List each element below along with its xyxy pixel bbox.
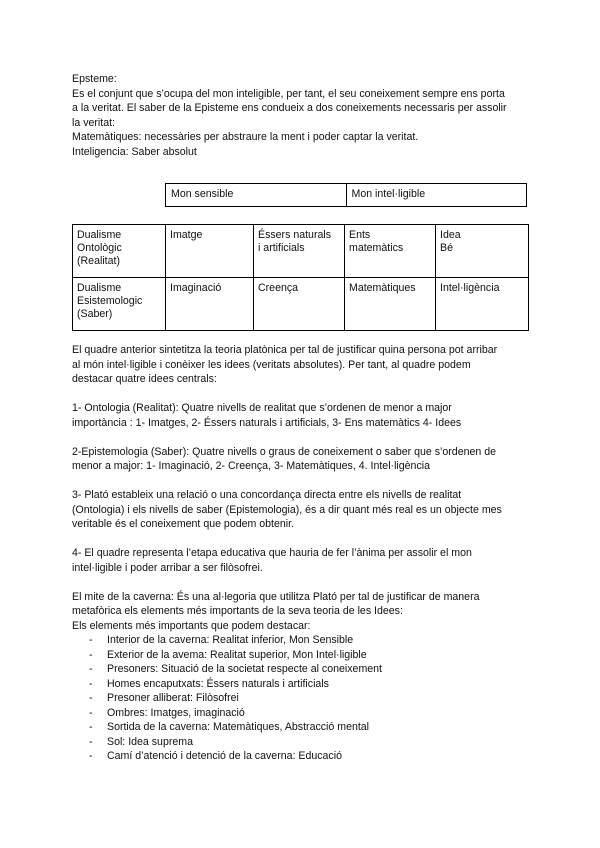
table-cell: Intel·ligència [436, 278, 529, 331]
list-item: - Homes encaputxats: Éssers naturals i artificials [72, 677, 528, 692]
dualism-table [72, 224, 529, 331]
point-line: 4- El quadre representa l’etapa educativa que hauria de fer l’ànima per assolir el mon [72, 547, 472, 559]
point-1 [72, 401, 528, 430]
table-cell: Dualisme Esistemologic (Saber) [73, 278, 166, 331]
point-line: veritable és el coneixement que podem obtenir. [72, 518, 295, 530]
table-cell: Creença [254, 278, 345, 331]
summary-line: destacar quatre idees centrals: [72, 373, 217, 385]
point-2 [72, 445, 528, 474]
list-item: - Sol: Idea suprema [72, 735, 528, 750]
list-item: - Sortida de la caverna: Matemàtiques, Abstracció mental [72, 720, 528, 735]
table-cell: Imatge [166, 225, 254, 278]
table-row [73, 278, 529, 331]
table-cell: Idea Bé [436, 225, 529, 278]
summary-line: El quadre anterior sintetitza la teoria platònica per tal de justificar quina persona pot arribar [72, 344, 498, 356]
list-item: - Ombres: Imatges, imaginació [72, 706, 528, 721]
header-cell-intelligible: Mon intel·ligible [346, 184, 527, 207]
point-4 [72, 546, 528, 575]
table-cell: Imaginació [166, 278, 254, 331]
point-line: 2-Epistemologia (Saber): Quatre nivells o graus de coneixement o saber que s’ordenen de [72, 445, 496, 458]
table-cell: Dualisme Ontològic (Realitat) [73, 225, 166, 278]
table-cell: Ents matemàtics [345, 225, 436, 278]
cave-line: metafòrica els elements més importants de la seva teoria de les Idees: [72, 605, 403, 617]
cave-section [72, 590, 528, 764]
intro-line: Inteligencia: Saber absolut [72, 145, 197, 158]
list-item: - Exterior de la avema: Realitat superior, Mon Intel·ligible [72, 648, 528, 663]
table-cell: Matemàtiques [345, 278, 436, 331]
intro-line: a la veritat. El saber de la Episteme ens condueix a dos coneixements necessaris per assolir [72, 102, 507, 114]
list-item: - Presoners: Situació de la societat respecte al coneixement [72, 662, 528, 677]
summary-section [72, 343, 528, 387]
intro-section [72, 72, 528, 159]
header-cell-sensible: Mon sensible [166, 184, 347, 207]
world-header-table [165, 183, 527, 207]
point-line: 3- Plató estableix una relació o una concordança directa entre els nivells de realitat [72, 489, 462, 501]
list-item: - Camí d’atenció i detenció de la caverna: Educació [72, 749, 528, 764]
table-cell: Éssers naturals i artificials [254, 225, 345, 278]
cave-elements-list [72, 633, 528, 764]
point-line: intel·ligible i poder arribar a ser filòsofrei. [72, 561, 263, 574]
cave-line: Els elements més importants que podem destacar: [72, 619, 311, 632]
intro-line: Es el conjunt que s’ocupa del mon inteligible, per tant, el seu coneixement sempre ens porta [72, 87, 505, 100]
cave-line: El mite de la caverna: És una al·legoria que utilitza Plató per tal de justificar de manera [72, 590, 480, 603]
point-line: 1- Ontologia (Realitat): Quatre nivells de realitat que s’ordenen de menor a major [72, 402, 452, 414]
list-item: - Presoner alliberat: Filòsofrei [72, 691, 528, 706]
intro-line: Matemàtiques: necessàries per abstraure la ment i poder captar la veritat. [72, 131, 419, 143]
point-line: menor a major: 1- Imaginació, 2- Creença, 3- Matemàtiques, 4. Intel·ligència [72, 460, 430, 472]
intro-line: la veritat: [72, 116, 115, 129]
point-line: (Ontologia) i els nivells de saber (Epistemologia), és a dir quant més real es un objecte mes [72, 503, 502, 516]
point-3 [72, 488, 528, 532]
summary-line: al món intel·ligible i conèixer les idees (veritats absolutes). Per tant, al quadre podem [72, 358, 471, 371]
table-row [73, 225, 529, 278]
list-item: - Interior de la caverna: Realitat inferior, Mon Sensible [72, 633, 528, 648]
table-row [166, 184, 527, 207]
point-line: importància : 1- Imatges, 2- Éssers naturals i artificials, 3- Ens matemàtics 4- Idees [72, 416, 462, 429]
document-page [72, 72, 528, 764]
intro-title: Epsteme: [72, 73, 117, 85]
